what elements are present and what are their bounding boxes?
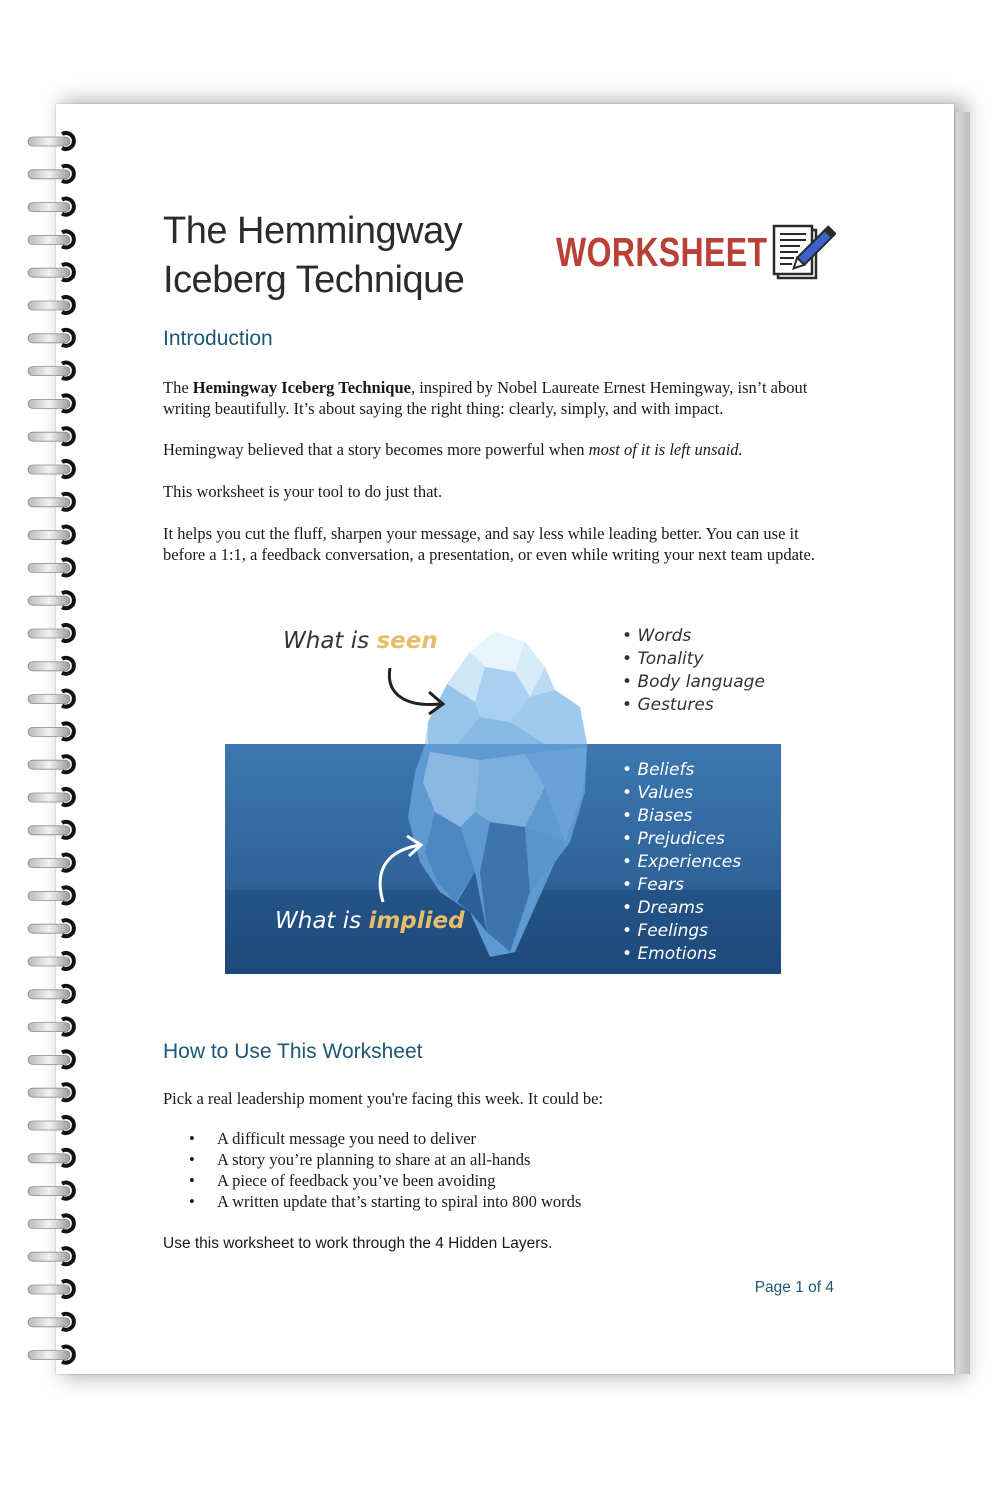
spiral-coil [28,1215,74,1231]
title-line-2: Iceberg Technique [163,259,465,301]
title-line-1: The Hemmingway [163,210,463,252]
iceberg-illustration [225,612,785,977]
spiral-coil [28,461,74,477]
what-is-seen-label [283,628,438,654]
worksheet-title [163,207,543,305]
below-item: • Beliefs [622,760,695,780]
spiral-coil [28,625,74,641]
spiral-coil [28,1051,74,1067]
document-pen-icon [772,220,836,284]
above-water-list [622,626,765,715]
closing-instruction: Use this worksheet to work through the 4 Hidden Layers. [163,1235,553,1252]
spiral-coil [28,822,74,838]
spiral-coil [28,264,74,280]
spiral-coil [28,1347,74,1363]
spiral-coil [28,691,74,707]
implied-prefix: What is [275,908,369,934]
spiral-coil [28,887,74,903]
list-item: • A difficult message you need to deliver [185,1128,581,1149]
intro-p2-lead: Hemingway believed that a story becomes more powerful when [163,440,589,459]
spiral-coil [28,723,74,739]
worksheet-label: WORKSHEET [556,228,768,275]
below-item: • Experiences [622,852,742,872]
spiral-coil [28,855,74,871]
below-item: • Prejudices [622,829,725,849]
spiral-binding [0,0,90,1500]
spiral-coil [28,1019,74,1035]
page-number: Page 1 of 4 [754,1279,834,1296]
above-item: • Body language [622,672,765,692]
above-item: • Words [622,626,692,646]
leadership-moments-list [185,1128,581,1212]
below-item: • Feelings [622,921,709,941]
implied-highlight: implied [368,908,465,934]
introduction-heading: Introduction [163,327,273,350]
below-item: • Emotions [622,944,717,964]
spiral-coil [28,1248,74,1264]
iceberg-tip [425,632,587,744]
below-item: • Dreams [622,898,704,918]
spiral-coil [28,658,74,674]
below-item: • Values [622,783,694,803]
above-item: • Tonality [622,649,704,669]
intro-p2-emphasis: most of it is left unsaid. [588,440,743,459]
spiral-coil [28,756,74,772]
spiral-coil [28,920,74,936]
intro-p1-rest: , inspired by Nobel Laureate Ernest Hemingway, isn’t about writing beautifully. It’s about saying the right thing: clearly, simply, and with impact. [163,378,808,418]
list-item: • A written update that’s starting to spiral into 800 words [185,1191,581,1212]
below-item: • Biases [622,806,693,826]
page-stack-edge [956,112,970,1374]
spiral-coil [28,1084,74,1100]
spiral-coil [28,297,74,313]
spiral-coil [28,1150,74,1166]
how-to-intro: Pick a real leadership moment you're facing this week. It could be: [163,1089,604,1108]
spiral-coil [28,527,74,543]
list-item: • A story you’re planning to share at an all-hands [185,1149,581,1170]
spiral-coil [28,199,74,215]
technique-name: Hemingway Iceberg Technique [192,378,411,397]
spiral-coil [28,789,74,805]
spiral-coil [28,1117,74,1133]
spiral-coil [28,1183,74,1199]
intro-paragraph-4: It helps you cut the fluff, sharpen your message, and say less while leading better. You can use it before a 1:1, a feedback conversation, a presentation, or even while writing your next team update. [163,524,815,564]
how-to-heading: How to Use This Worksheet [163,1040,423,1063]
spiral-coil [28,330,74,346]
worksheet-badge [556,222,836,282]
intro-paragraph-1 [163,377,833,419]
intro-paragraph-3: This worksheet is your tool to do just that. [163,482,443,501]
spiral-coil [28,559,74,575]
spiral-coil [28,592,74,608]
spiral-coil [28,363,74,379]
intro-paragraph-2 [163,439,833,460]
spiral-coil [28,395,74,411]
seen-arrow-icon [389,668,440,705]
spiral-coil [28,953,74,969]
spiral-coil [28,1281,74,1297]
spiral-coil [28,133,74,149]
list-item: • A piece of feedback you’ve been avoiding [185,1170,581,1191]
intro-p1-lead: The [163,378,193,397]
above-item: • Gestures [622,695,714,715]
spiral-coil [28,1314,74,1330]
spiral-coil [28,494,74,510]
seen-highlight: seen [376,628,438,654]
what-is-implied-label [275,908,465,934]
spiral-coil [28,986,74,1002]
seen-prefix: What is [283,628,377,654]
below-item: • Fears [622,875,684,895]
spiral-coil [28,231,74,247]
spiral-coil [28,428,74,444]
spiral-coil [28,166,74,182]
